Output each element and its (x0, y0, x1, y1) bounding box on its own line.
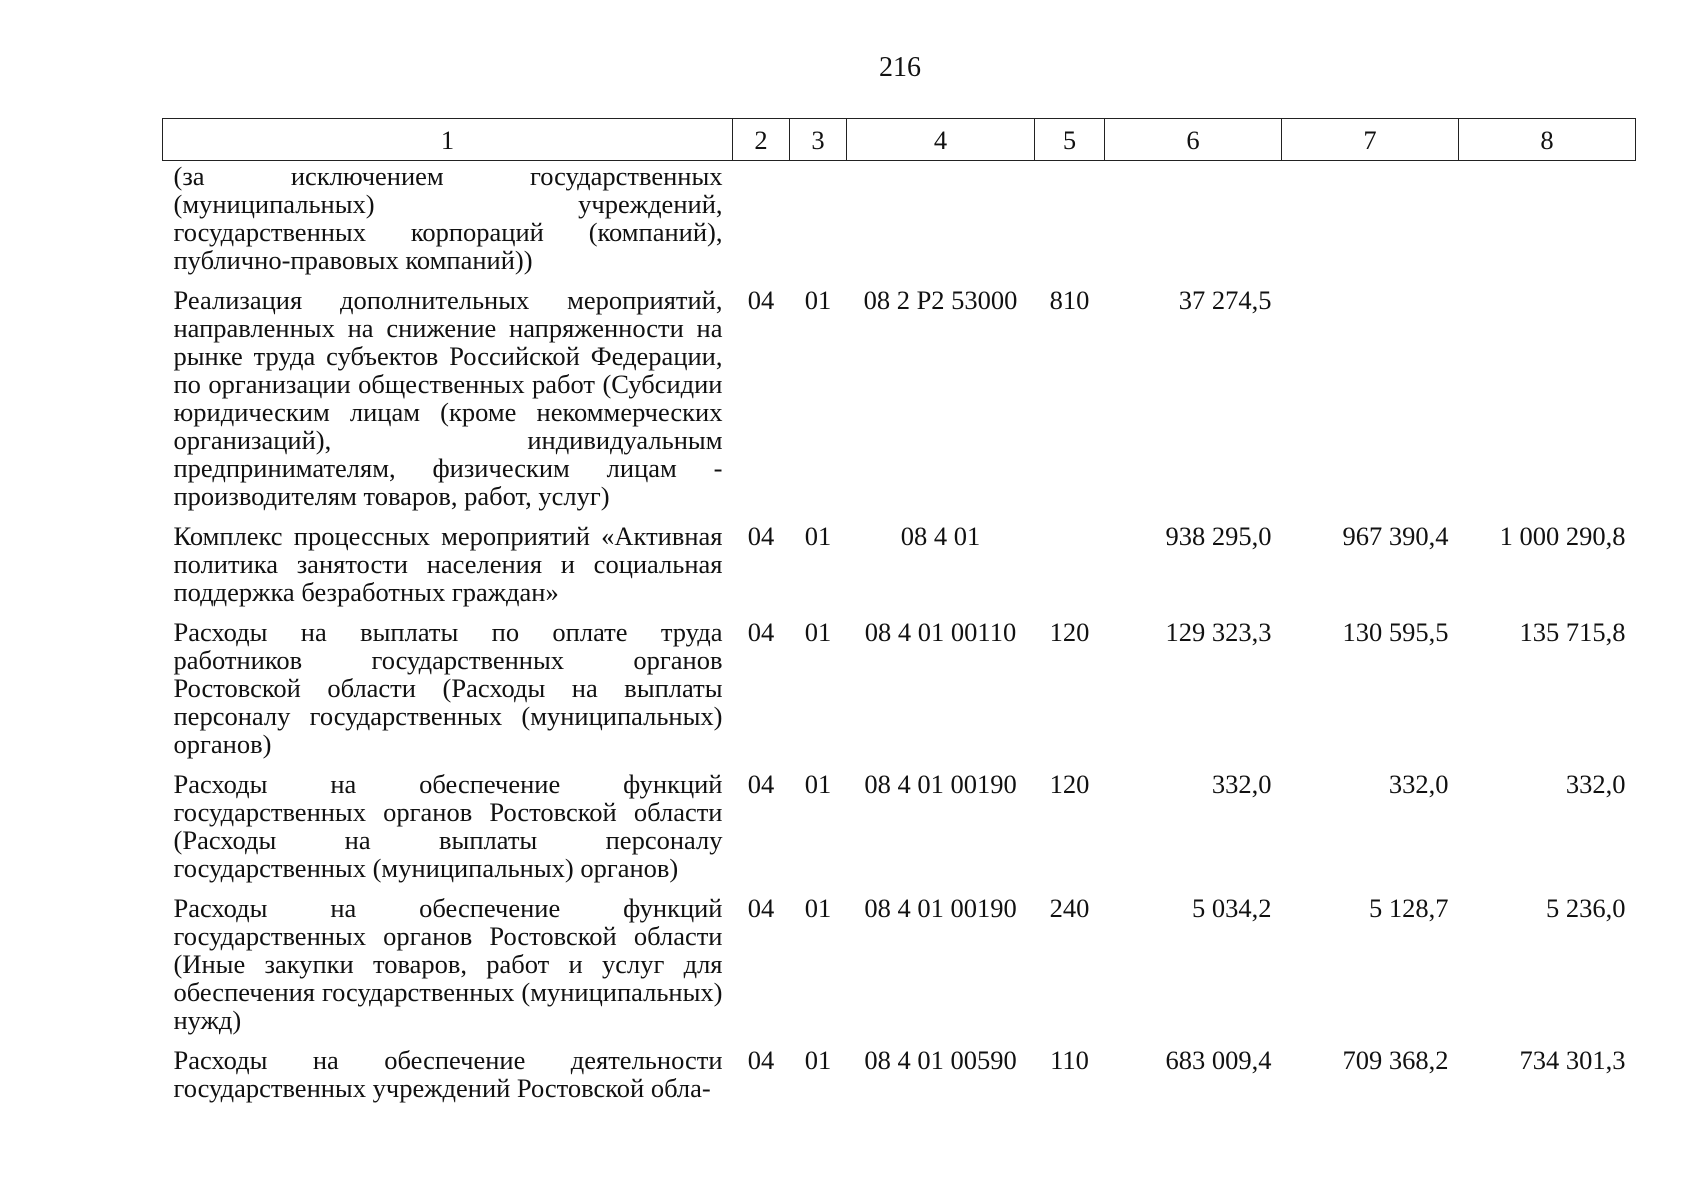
subsection-code: 01 (804, 617, 832, 647)
table-row (163, 286, 1636, 522)
expense-type-code (1035, 522, 1105, 618)
target-item-code: 08 2 P2 53000 (863, 285, 1018, 315)
column-header: 3 (790, 119, 847, 161)
amount-col-8: 5 236,0 (1546, 893, 1626, 923)
amount-col-8 (1459, 286, 1636, 522)
amount-col-7: 130 595,5 (1342, 617, 1449, 647)
section-code: 04 (747, 521, 775, 551)
amount-col-6 (1105, 161, 1282, 287)
amount-col-7: 709 368,2 (1342, 1045, 1449, 1075)
expense-type-code: 120 (1049, 617, 1090, 647)
target-item-code (847, 161, 1035, 287)
column-header: 7 (1282, 119, 1459, 161)
subsection-code: 01 (804, 521, 832, 551)
amount-col-6: 129 323,3 (1165, 617, 1272, 647)
table-row (163, 1046, 1636, 1114)
section-code: 04 (747, 285, 775, 315)
expense-type-code: 110 (1050, 1045, 1089, 1075)
row-description: Комплекс процессных мероприятий «Активная политика занятости населения и социальная поддержка безработных граждан» (173, 521, 723, 607)
table-header-row (163, 119, 1636, 161)
target-item-code: 08 4 01 00190 (864, 769, 1017, 799)
subsection-code: 01 (804, 893, 832, 923)
section-code: 04 (747, 1045, 775, 1075)
expense-type-code: 240 (1049, 893, 1090, 923)
section-code: 04 (747, 769, 775, 799)
column-header: 2 (733, 119, 790, 161)
target-item-code: 08 4 01 00110 (864, 617, 1017, 647)
table-row (163, 522, 1636, 618)
subsection-code: 01 (804, 1045, 832, 1075)
target-item-code: 08 4 01 00590 (864, 1045, 1017, 1075)
amount-col-7: 967 390,4 (1342, 521, 1449, 551)
column-header: 8 (1459, 119, 1636, 161)
row-description: Расходы на обеспечение деятельности государственных учреждений Ростовской обла- (173, 1045, 723, 1103)
target-item-code: 08 4 01 00190 (864, 893, 1017, 923)
amount-col-7: 5 128,7 (1369, 893, 1449, 923)
section-code (733, 161, 790, 287)
amount-col-6: 332,0 (1211, 769, 1272, 799)
amount-col-6: 683 009,4 (1165, 1045, 1272, 1075)
expense-type-code: 120 (1049, 769, 1090, 799)
amount-col-8 (1459, 161, 1636, 287)
table-row (163, 618, 1636, 770)
amount-col-8: 734 301,3 (1519, 1045, 1626, 1075)
section-code: 04 (747, 617, 775, 647)
section-code: 04 (747, 893, 775, 923)
expense-type-code (1035, 161, 1105, 287)
table-row (163, 894, 1636, 1046)
amount-col-7 (1282, 161, 1459, 287)
row-description: Расходы на обеспечение функций государственных органов Ростовской области (Расходы на выплаты персоналу государственных (муниципальных) органов) (173, 769, 723, 883)
row-description: Расходы на обеспечение функций государственных органов Ростовской области (Иные закупки товаров, работ и услуг для обеспечения государственных (муниципальных) нужд) (173, 893, 723, 1035)
amount-col-6: 938 295,0 (1165, 521, 1272, 551)
page-number: 216 (879, 52, 921, 83)
amount-col-8: 1 000 290,8 (1499, 521, 1626, 551)
table-row (163, 161, 1636, 287)
amount-col-7 (1282, 286, 1459, 522)
column-header: 5 (1035, 119, 1105, 161)
subsection-code: 01 (804, 285, 832, 315)
subsection-code (790, 161, 847, 287)
amount-col-6: 5 034,2 (1192, 893, 1272, 923)
row-description: Реализация дополнительных мероприятий, направленных на снижение напряженности на рынке труда субъектов Российской Федерации, по организации общественных работ (Субсидии юридическим лицам (кроме некоммерческих организаций), индивидуальным предпринимателям, физическим лицам - производителям товаров, работ, услуг) (173, 285, 723, 511)
amount-col-8: 135 715,8 (1519, 617, 1626, 647)
amount-col-8: 332,0 (1565, 769, 1626, 799)
subsection-code: 01 (804, 769, 832, 799)
amount-col-7: 332,0 (1388, 769, 1449, 799)
budget-table (162, 118, 1636, 1114)
amount-col-6: 37 274,5 (1178, 285, 1272, 315)
target-item-code: 08 4 01 (900, 521, 981, 551)
expense-type-code: 810 (1049, 285, 1090, 315)
column-header: 6 (1105, 119, 1282, 161)
table-row (163, 770, 1636, 894)
row-description: (за исключением государственных (муниципальных) учреждений, государственных корпораций (компаний), публично-правовых компаний)) (173, 161, 723, 275)
column-header: 4 (847, 119, 1035, 161)
column-header: 1 (163, 119, 733, 161)
row-description: Расходы на выплаты по оплате труда работников государственных органов Ростовской области (Расходы на выплаты персоналу государственных (муниципальных) органов) (173, 617, 723, 759)
